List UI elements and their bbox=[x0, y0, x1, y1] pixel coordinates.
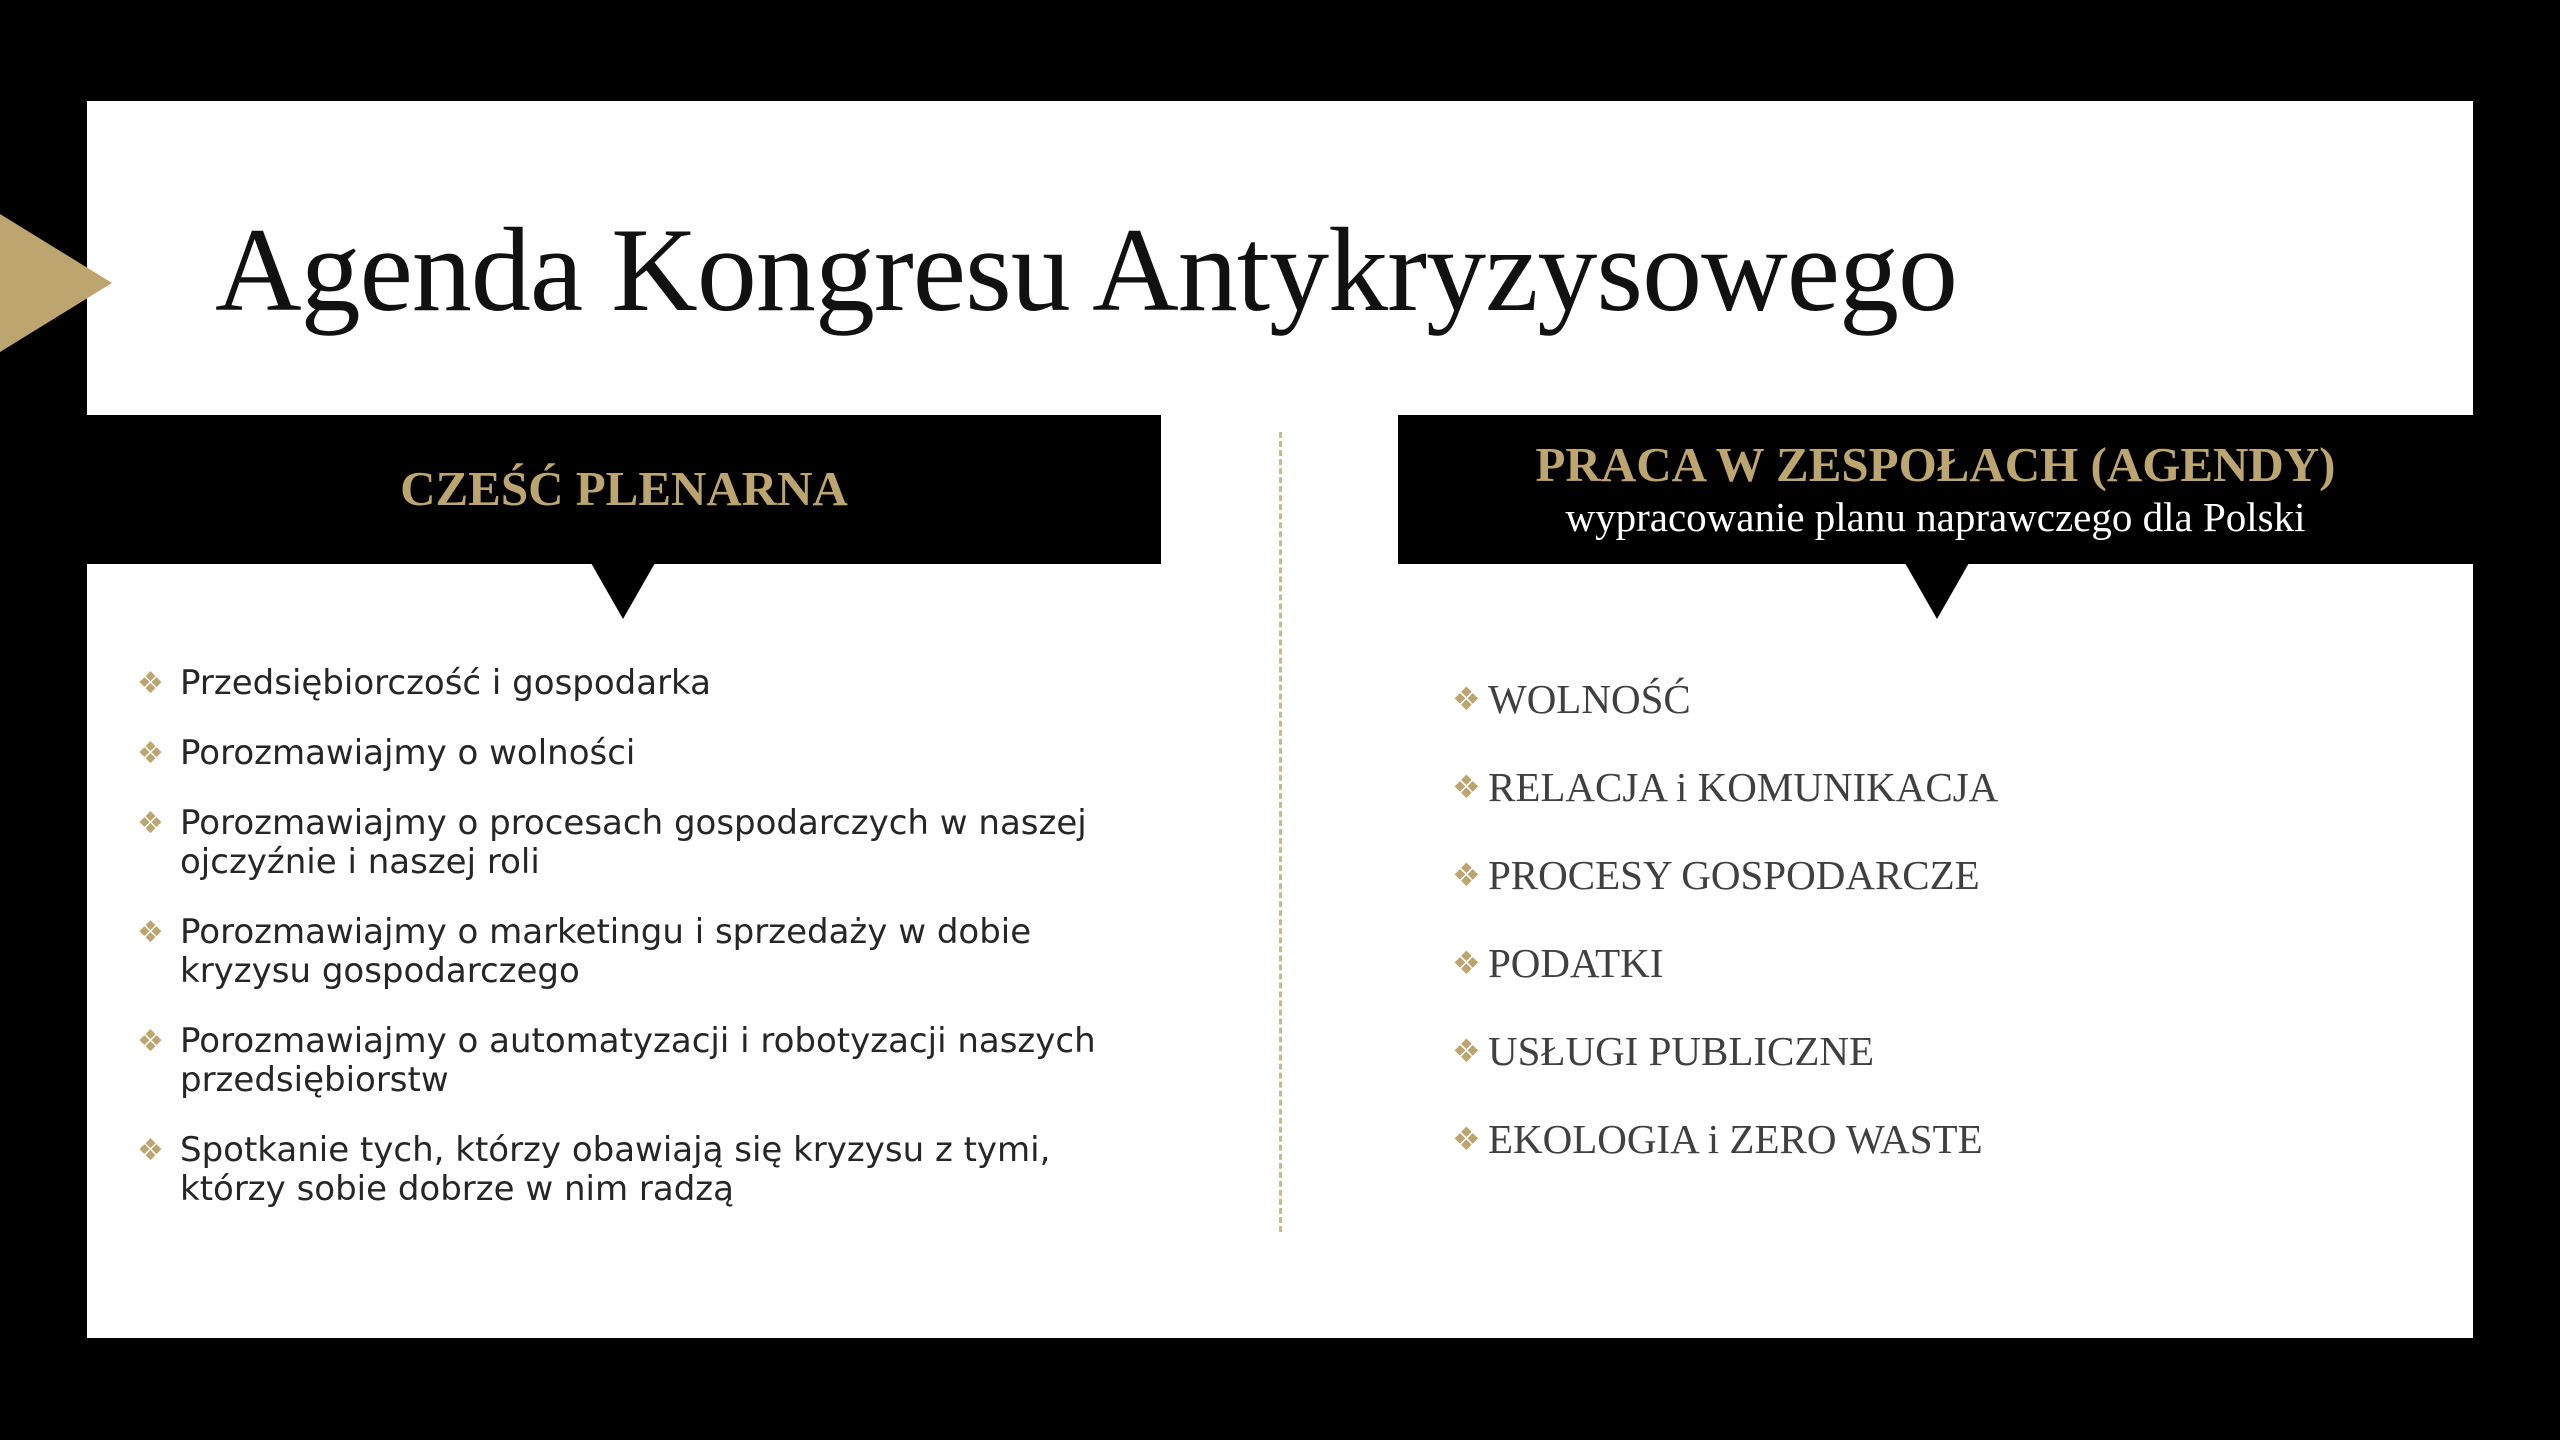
slide-title: Agenda Kongresu Antykryzysowego bbox=[215, 203, 1957, 336]
team-agenda-text: PODATKI bbox=[1488, 940, 1664, 986]
teamwork-pointer-icon bbox=[1905, 563, 1969, 619]
team-agenda-item bbox=[1452, 1110, 2402, 1198]
team-agenda-text: PROCESY GOSPODARCZE bbox=[1488, 852, 1980, 898]
diamond-bullet-icon: ❖ bbox=[137, 1133, 164, 1168]
team-agenda-item bbox=[1452, 846, 2402, 934]
team-agenda-text: EKOLOGIA i ZERO WASTE bbox=[1488, 1116, 1983, 1162]
teamwork-heading: PRACA W ZESPOŁACH (AGENDY) bbox=[1535, 436, 2336, 492]
diamond-bullet-icon: ❖ bbox=[137, 806, 164, 841]
plenary-heading: CZEŚĆ PLENARNA bbox=[400, 461, 848, 517]
team-agenda-item bbox=[1452, 934, 2402, 1022]
team-agenda-item bbox=[1452, 1022, 2402, 1110]
diamond-bullet-icon: ❖ bbox=[1452, 681, 1481, 717]
plenary-topic-text: Przedsiębiorczość i gospodarka bbox=[180, 663, 711, 703]
plenary-topic-text: Porozmawiajmy o wolności bbox=[180, 733, 636, 773]
diamond-bullet-icon: ❖ bbox=[137, 915, 164, 950]
teamwork-subheading: wypracowanie planu naprawczego dla Polski bbox=[1565, 494, 2306, 541]
plenary-topic-item bbox=[137, 734, 1147, 773]
plenary-topic-item bbox=[137, 664, 1147, 703]
teamwork-section-header bbox=[1398, 415, 2473, 564]
diamond-bullet-icon: ❖ bbox=[137, 1024, 164, 1059]
plenary-topic-item bbox=[137, 804, 1147, 882]
diamond-bullet-icon: ❖ bbox=[137, 666, 164, 701]
diamond-bullet-icon: ❖ bbox=[1452, 769, 1481, 805]
diamond-bullet-icon: ❖ bbox=[1452, 1033, 1481, 1069]
team-agenda-item bbox=[1452, 758, 2402, 846]
plenary-topic-list bbox=[137, 664, 1147, 1240]
plenary-section-header bbox=[87, 415, 1161, 564]
diamond-bullet-icon: ❖ bbox=[1452, 945, 1481, 981]
plenary-topic-item bbox=[137, 1022, 1147, 1100]
plenary-topic-text: Porozmawiajmy o procesach gospodarczych w naszej ojczyźnie i naszej roli bbox=[180, 803, 1087, 882]
diamond-bullet-icon: ❖ bbox=[1452, 857, 1481, 893]
plenary-topic-text: Porozmawiajmy o automatyzacji i robotyzacji naszych przedsiębiorstw bbox=[180, 1021, 1096, 1100]
diamond-bullet-icon: ❖ bbox=[1452, 1121, 1481, 1157]
section-divider bbox=[1279, 432, 1282, 1232]
team-agenda-text: WOLNOŚĆ bbox=[1488, 676, 1691, 722]
team-agenda-text: USŁUGI PUBLICZNE bbox=[1488, 1028, 1875, 1074]
plenary-pointer-icon bbox=[591, 563, 655, 619]
plenary-topic-text: Spotkanie tych, którzy obawiają się kryzysu z tymi, którzy sobie dobrze w nim radzą bbox=[180, 1130, 1051, 1209]
gold-arrow-icon bbox=[0, 214, 112, 352]
plenary-topic-item bbox=[137, 1131, 1147, 1209]
team-agenda-list bbox=[1452, 670, 2402, 1198]
diamond-bullet-icon: ❖ bbox=[137, 736, 164, 771]
plenary-topic-text: Porozmawiajmy o marketingu i sprzedaży w dobie kryzysu gospodarczego bbox=[180, 912, 1032, 991]
team-agenda-text: RELACJA i KOMUNIKACJA bbox=[1488, 764, 1999, 810]
team-agenda-item bbox=[1452, 670, 2402, 758]
plenary-topic-item bbox=[137, 913, 1147, 991]
